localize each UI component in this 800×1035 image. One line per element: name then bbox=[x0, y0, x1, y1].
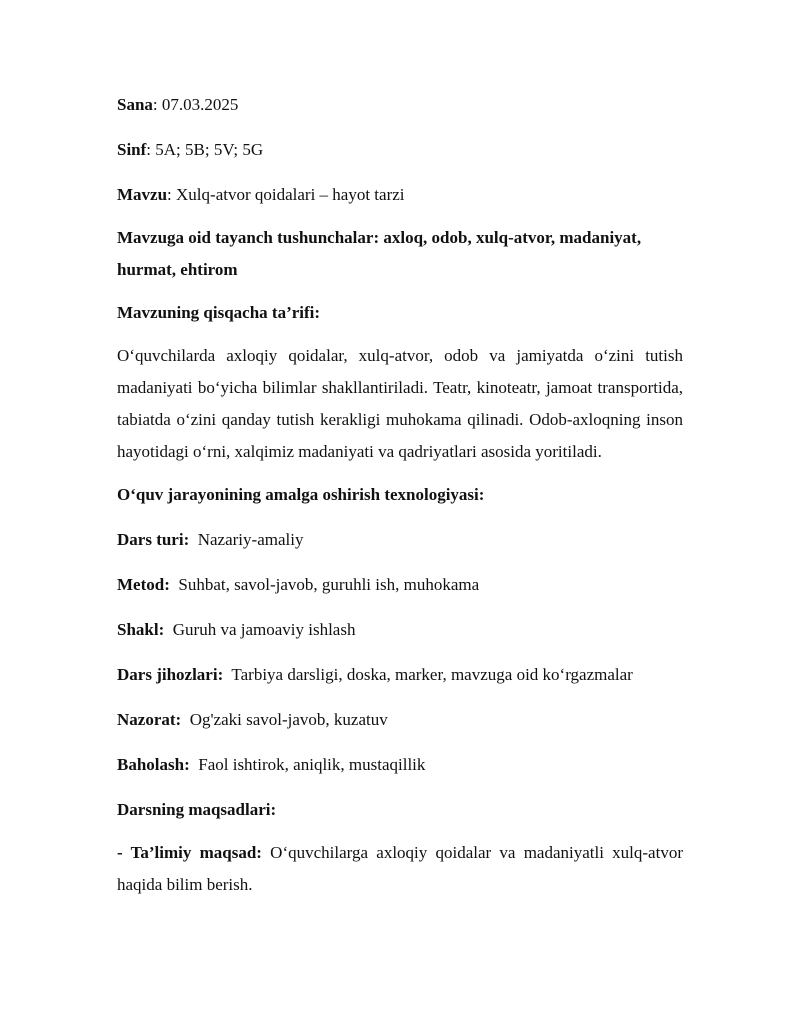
key-concepts: Mavzuga oid tayanch tushunchalar: axloq, odob, xulq-atvor, madaniyat, hurmat, ehtirom bbox=[117, 228, 642, 279]
document-body bbox=[117, 93, 683, 916]
form-line bbox=[117, 618, 683, 642]
assessment-line bbox=[117, 753, 683, 777]
topic-value: Xulq-atvor qoidalari – hayot tarzi bbox=[171, 185, 405, 204]
method-label: Metod: bbox=[117, 575, 170, 594]
goals-heading: Darsning maqsadlari: bbox=[117, 800, 277, 819]
date-line bbox=[117, 93, 683, 117]
educational-goal-value: O‘quvchilarga axloqiy qoidalar va madaniyatli xulq-atvor haqida bilim berish. bbox=[117, 843, 683, 894]
equipment-line bbox=[117, 663, 683, 687]
assessment-label: Baholash: bbox=[117, 755, 190, 774]
class-value: 5A; 5B; 5V; 5G bbox=[151, 140, 264, 159]
lesson-type-line bbox=[117, 528, 683, 552]
control-label: Nazorat: bbox=[117, 710, 182, 729]
summary-text: O‘quvchilarda axloqiy qoidalar, xulq-atvor, odob va jamiyatda o‘zini tutish madaniyati bo‘yicha bilimlar shakllantiriladi. Teatr, kinoteatr, jamoat transportida, tabiatda o‘zini qanday tutish kerakligi muhokama qilinadi. Odob-axloqning inson hayotidagi o‘rni, xalqimiz madaniyati va qadriyatlari asosida yoritiladi. bbox=[117, 346, 683, 461]
lesson-type-value: Nazariy-amaliy bbox=[189, 530, 304, 549]
date-label: Sana bbox=[117, 95, 153, 114]
date-value: 07.03.2025 bbox=[157, 95, 239, 114]
control-value: Og'zaki savol-javob, kuzatuv bbox=[181, 710, 388, 729]
date-sep: : bbox=[152, 95, 158, 114]
control-line bbox=[117, 708, 683, 732]
educational-goal-label: - Ta’limiy maqsad: bbox=[117, 843, 262, 862]
method-value: Suhbat, savol-javob, guruhli ish, muhokama bbox=[169, 575, 480, 594]
educational-goal bbox=[117, 837, 683, 901]
topic-line bbox=[117, 183, 683, 207]
form-value: Guruh va jamoaviy ishlash bbox=[164, 620, 356, 639]
equipment-label: Dars jihozlari: bbox=[117, 665, 224, 684]
class-line bbox=[117, 138, 683, 162]
technology-heading: O‘quv jarayonining amalga oshirish texnologiyasi: bbox=[117, 485, 485, 504]
equipment-value: Tarbiya darsligi, doska, marker, mavzuga oid ko‘rgazmalar bbox=[223, 665, 633, 684]
assessment-value: Faol ishtirok, aniqlik, mustaqillik bbox=[189, 755, 426, 774]
topic-label: Mavzu bbox=[117, 185, 168, 204]
lesson-type-label: Dars turi: bbox=[117, 530, 190, 549]
class-sep: : bbox=[146, 140, 152, 159]
class-label: Sinf bbox=[117, 140, 147, 159]
topic-sep: : bbox=[167, 185, 172, 204]
form-label: Shakl: bbox=[117, 620, 165, 639]
method-line bbox=[117, 573, 683, 597]
summary-heading: Mavzuning qisqacha ta’rifi: bbox=[117, 303, 321, 322]
